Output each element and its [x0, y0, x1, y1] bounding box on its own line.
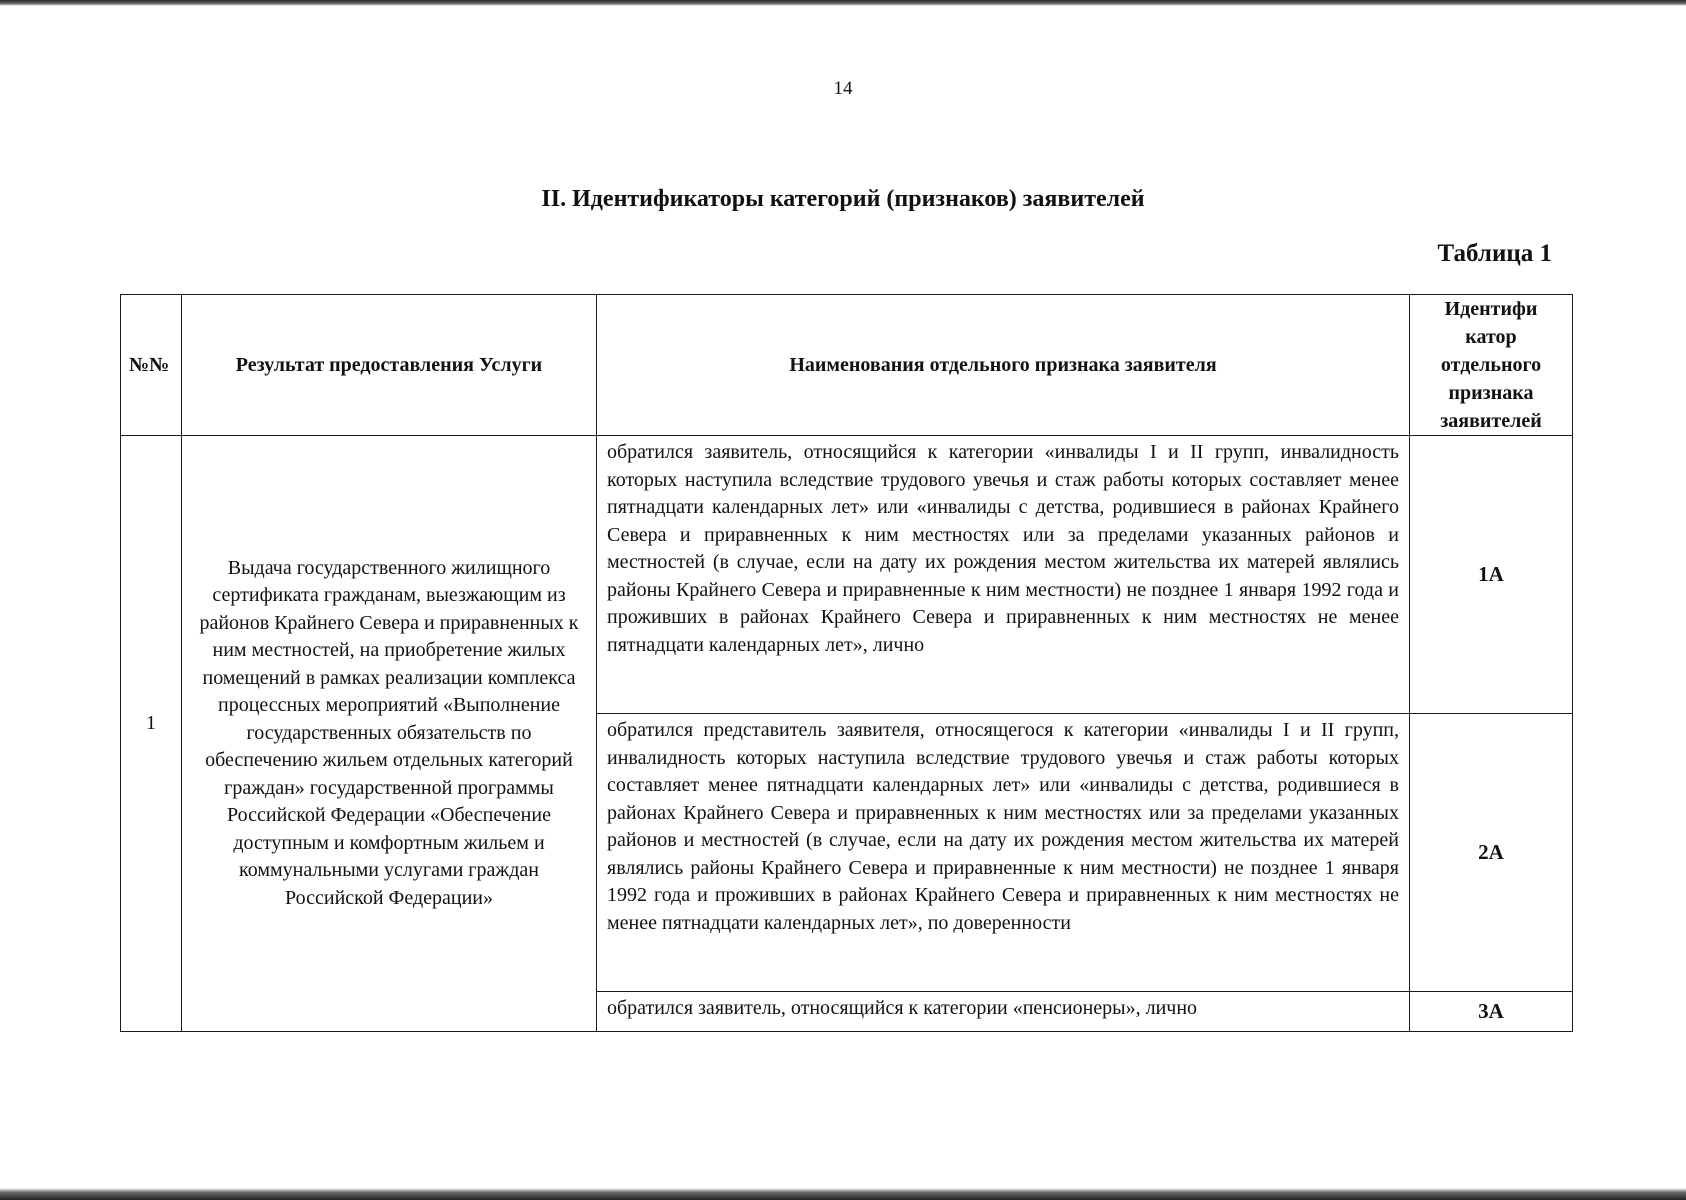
- table-caption: Таблица 1: [1437, 240, 1552, 267]
- feature-identifier: 3А: [1410, 992, 1573, 1032]
- scan-edge-bottom: [0, 1188, 1686, 1200]
- feature-identifier: 2А: [1410, 714, 1573, 992]
- header-number: №№: [121, 295, 182, 436]
- scan-edge-top: [0, 0, 1686, 6]
- row-number: 1: [121, 436, 182, 1032]
- page-number: 14: [833, 78, 853, 99]
- service-result: Выдача государственного жилищного сертификата гражданам, выезжающим из районов Крайнего Севера и приравненных к ним местностей, на приобретение жилых помещений в рамках реализации комплекса процессных мероприятий «Выполнение государственных обязательств по обеспечению жильем отдельных категорий граждан» государственной программы Российской Федерации «Обеспечение доступным и комфортным жильем и коммунальными услугами граждан Российской Федерации»: [182, 436, 597, 1032]
- feature-description: обратился представитель заявителя, относящегося к категории «инвалиды I и II групп, инвалидность которых наступила вследствие трудового увечья и стаж работы которых составляет менее пятнадцати календарных лет» или «инвалиды с детства, родившиеся в районах Крайнего Севера и приравненных к ним местностях или за пределами указанных районов и местностей (в случае, если на дату их рождения местом жительства их матерей являлись районы Крайнего Севера и приравненные к ним местности) не позднее 1 января 1992 года и проживших в районах Крайнего Севера и приравненных к ним местностях не менее пятнадцати календарных лет», по доверенности: [597, 714, 1410, 992]
- header-identifier-text: Идентифи катор отдельного признака заявителей: [1440, 298, 1542, 432]
- section-heading: II. Идентификаторы категорий (признаков) заявителей: [541, 186, 1145, 212]
- header-feature-name: Наименования отдельного признака заявителя: [597, 295, 1410, 436]
- feature-description: обратился заявитель, относящийся к категории «пенсионеры», лично: [597, 992, 1410, 1032]
- feature-identifier: 1А: [1410, 436, 1573, 714]
- table-header-row: [121, 295, 1573, 436]
- feature-description: обратился заявитель, относящийся к категории «инвалиды I и II групп, инвалидность которых наступила вследствие трудового увечья и стаж работы которых составляет менее пятнадцати календарных лет» или «инвалиды с детства, родившиеся в районах Крайнего Севера и приравненных к ним местностях или за пределами указанных районов и местностей (в случае, если на дату их рождения местом жительства их матерей являлись районы Крайнего Севера и приравненные к ним местности) не позднее 1 января 1992 года и проживших в районах Крайнего Севера и приравненных к ним местностях не менее пятнадцати календарных лет», лично: [597, 436, 1410, 714]
- header-result: Результат предоставления Услуги: [182, 295, 597, 436]
- header-identifier: [1410, 295, 1573, 436]
- table-row: [121, 436, 1573, 714]
- identifiers-table: [120, 294, 1573, 1032]
